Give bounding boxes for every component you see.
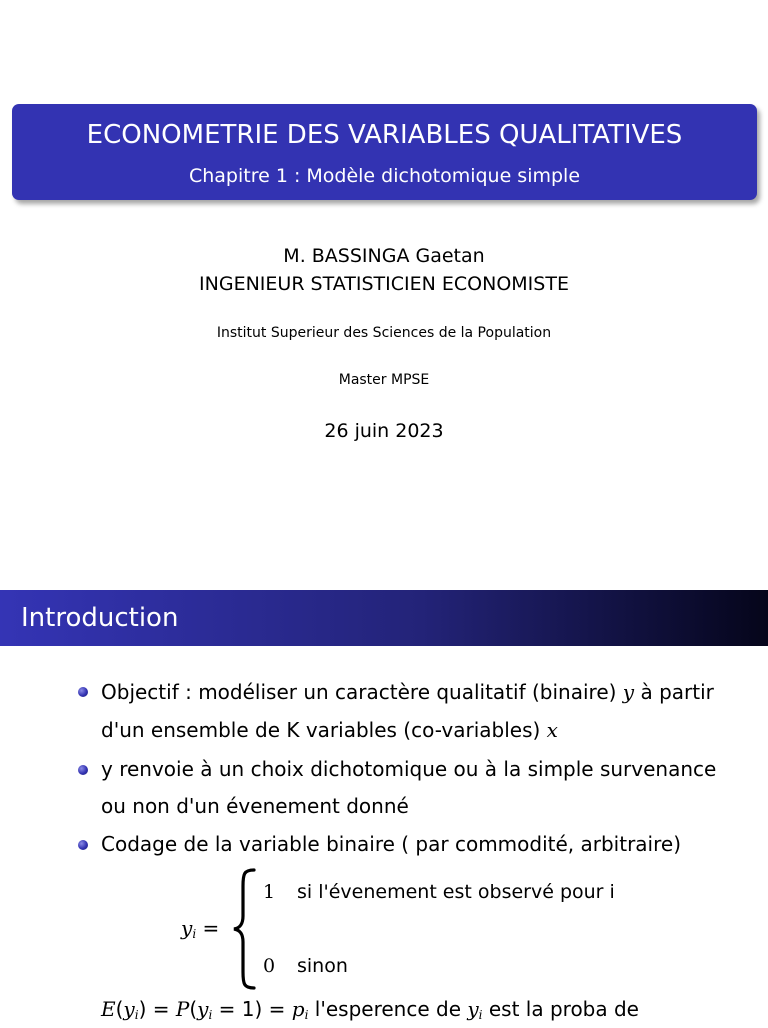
institute-name: Institut Superieur des Sciences de la Population bbox=[216, 325, 552, 341]
presentation-subtitle: Chapitre 1 : Modèle dichotomique simple bbox=[188, 165, 581, 187]
bullet1-var-x: x bbox=[546, 718, 558, 742]
author-role: INGENIEUR STATISTICIEN ECONOMISTE bbox=[199, 273, 569, 295]
exp-eq1: ) = bbox=[138, 997, 176, 1021]
exp-text-b: est la proba de bbox=[482, 997, 639, 1021]
exp-y1: y bbox=[123, 997, 135, 1021]
bullet2-line2: ou non d'un évenement donné bbox=[101, 794, 409, 818]
case2-text: sinon bbox=[297, 955, 348, 977]
case1-text: si l'évenement est observé pour i bbox=[297, 881, 615, 903]
coding-var-y: y bbox=[181, 916, 193, 940]
bullet1-line2 bbox=[101, 717, 558, 743]
exp-e: E bbox=[101, 997, 116, 1021]
exp-sub4: i bbox=[478, 1008, 483, 1022]
exp-p: P bbox=[175, 997, 190, 1021]
title-banner bbox=[12, 104, 757, 200]
frame-title-bar bbox=[0, 590, 768, 646]
presentation-date: 26 juin 2023 bbox=[324, 420, 444, 442]
bullet-icon bbox=[78, 840, 88, 850]
bullet-icon bbox=[78, 687, 88, 697]
program-name: Master MPSE bbox=[338, 372, 430, 388]
bullet1-text-c: d'un ensemble de K variables (co-variables) bbox=[101, 718, 547, 742]
bullet1-line1 bbox=[101, 679, 714, 705]
expectation-line bbox=[101, 996, 639, 1028]
bullet-icon bbox=[78, 765, 88, 775]
exp-text-a: l'esperence de bbox=[308, 997, 468, 1021]
coding-sub-i: i bbox=[192, 927, 197, 941]
coding-lhs bbox=[181, 915, 219, 947]
exp-y2: y bbox=[197, 997, 209, 1021]
exp-eq2: = 1) = bbox=[212, 997, 292, 1021]
coding-equals: = bbox=[196, 916, 220, 940]
bullet2-line1: y renvoie à un choix dichotomique ou à la simple survenance bbox=[101, 757, 717, 781]
case1-value: 1 bbox=[263, 881, 276, 903]
bullet1-var-y: y bbox=[622, 680, 635, 704]
exp-open: ( bbox=[115, 997, 124, 1021]
exp-sub1: i bbox=[134, 1008, 139, 1022]
author-name: M. BASSINGA Gaetan bbox=[283, 245, 485, 267]
frame-title: Introduction bbox=[21, 603, 179, 633]
exp-sub2: i bbox=[208, 1008, 213, 1022]
bullet1-text-a: Objectif : modéliser un caractère qualitatif (binaire) bbox=[101, 680, 623, 704]
exp-pvar: p bbox=[291, 997, 305, 1021]
introduction-slide bbox=[0, 590, 768, 1024]
bullet1-text-b: à partir bbox=[634, 680, 714, 704]
exp-y3: y bbox=[467, 997, 479, 1021]
exp-sub3: i bbox=[304, 1008, 309, 1022]
left-brace-icon bbox=[232, 868, 256, 990]
presentation-title: ECONOMETRIE DES VARIABLES QUALITATIVES bbox=[86, 120, 683, 150]
case2-value: 0 bbox=[263, 955, 276, 977]
bullet3-line1: Codage de la variable binaire ( par commodité, arbitraire) bbox=[101, 832, 681, 856]
exp-open2: ( bbox=[189, 997, 198, 1021]
